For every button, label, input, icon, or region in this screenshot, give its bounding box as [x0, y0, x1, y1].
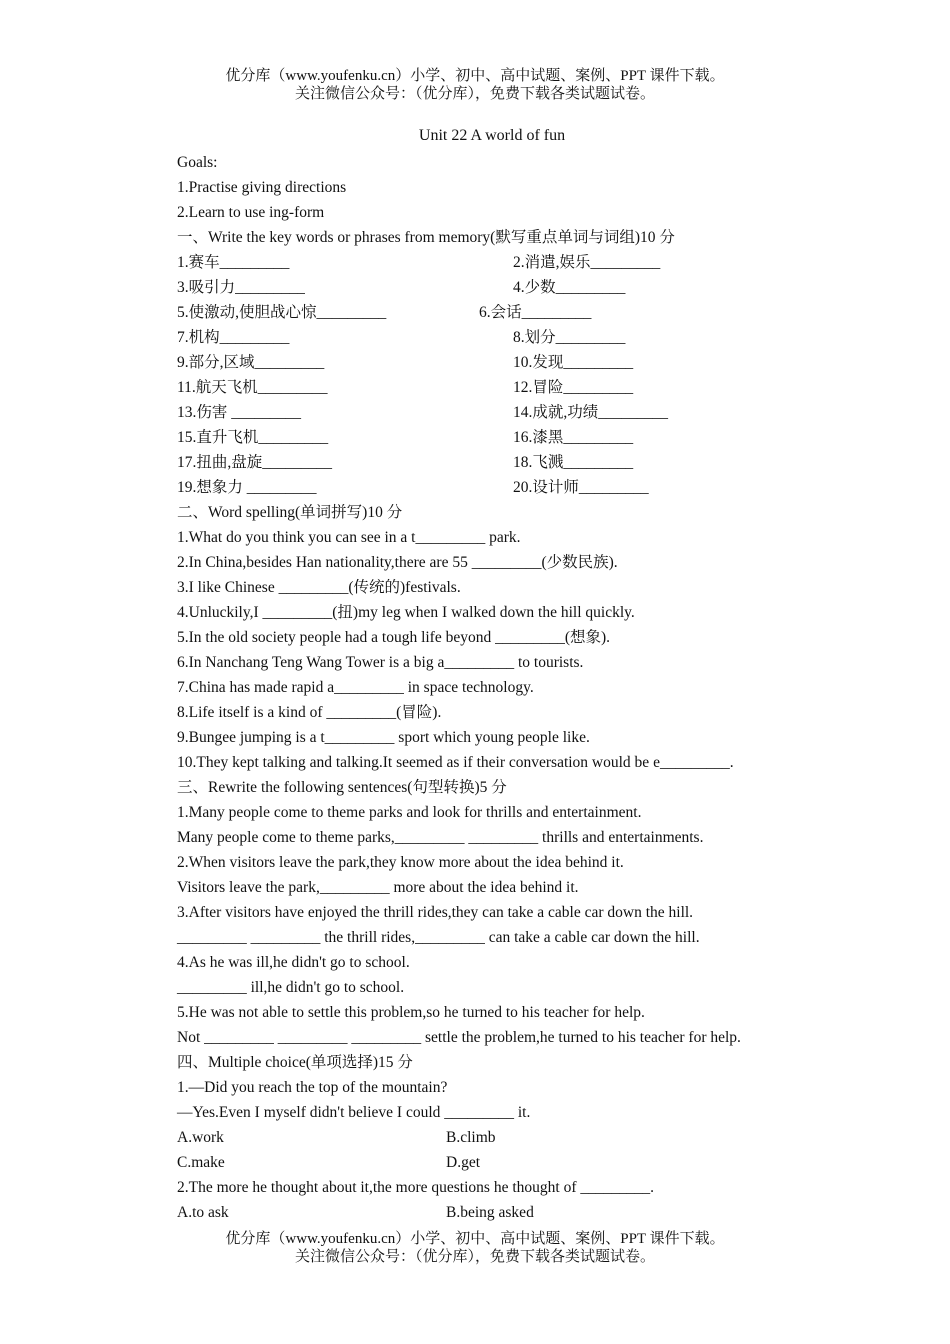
vocab-row: [177, 475, 817, 500]
rewrite-item: Many people come to theme parks,_________ _________ thrills and entertainments.: [177, 829, 704, 846]
vocab-item: 8.划分_________: [513, 329, 626, 346]
vocab-item: 16.漆黑_________: [513, 429, 634, 446]
vocab-row: [177, 325, 817, 350]
page-header: [0, 67, 950, 103]
header-line-2: 关注微信公众号：（优分库），免费下载各类试题试卷。: [294, 86, 655, 102]
section4-heading: 四、Multiple choice(单项选择)15 分: [177, 1054, 413, 1071]
vocab-item: 17.扭曲,盘旋_________: [177, 454, 333, 471]
footer-line-1: 优分库（www.youfenku.cn）小学、初中、高中试题、案例、PPT 课件下载。: [225, 1231, 725, 1247]
rewrite-item: 3.After visitors have enjoyed the thrill rides,they can take a cable car down the hill.: [177, 904, 694, 921]
vocab-row: [177, 400, 817, 425]
option-d: D.get: [446, 1154, 481, 1171]
vocab-item: 2.消遣,娱乐_________: [513, 254, 661, 271]
vocab-item: 18.飞溅_________: [513, 454, 634, 471]
question-line: —Yes.Even I myself didn't believe I could _________ it.: [177, 1104, 531, 1121]
vocab-item: 14.成就,功绩_________: [513, 404, 669, 421]
spelling-item: 6.In Nanchang Teng Wang Tower is a big a_________ to tourists.: [177, 654, 584, 671]
options-row: [177, 1200, 817, 1225]
option-b: B.climb: [446, 1129, 496, 1146]
vocab-row: [177, 450, 817, 475]
spelling-item: 3.I like Chinese _________(传统的)festivals.: [177, 579, 461, 596]
page-footer: [0, 1230, 950, 1266]
rewrite-item: 4.As he was ill,he didn't go to school.: [177, 954, 410, 971]
vocab-item: 15.直升飞机_________: [177, 429, 329, 446]
question-line: 2.The more he thought about it,the more questions he thought of _________.: [177, 1179, 654, 1196]
options-row: [177, 1125, 817, 1150]
spelling-item: 7.China has made rapid a_________ in space technology.: [177, 679, 534, 696]
rewrite-item: 2.When visitors leave the park,they know more about the idea behind it.: [177, 854, 624, 871]
spelling-item: 4.Unluckily,I _________(扭)my leg when I walked down the hill quickly.: [177, 604, 635, 621]
page-title: Unit 22 A world of fun: [418, 127, 566, 144]
option-b: B.being asked: [446, 1204, 534, 1221]
vocab-item: 9.部分,区域_________: [177, 354, 325, 371]
options-row: [177, 1150, 817, 1175]
rewrite-item: Visitors leave the park,_________ more about the idea behind it.: [177, 879, 579, 896]
vocab-item: 3.吸引力_________: [177, 279, 305, 296]
goals-heading: Goals:: [177, 154, 218, 171]
vocab-item: 5.使激动,使胆战心惊_________: [177, 304, 387, 321]
vocab-item: 11.航天飞机_________: [177, 379, 328, 396]
option-a: A.work: [177, 1129, 224, 1146]
rewrite-item: _________ ill,he didn't go to school.: [177, 979, 405, 996]
vocab-item: 7.机构_________: [177, 329, 290, 346]
rewrite-item: Not _________ _________ _________ settle the problem,he turned to his teacher for help.: [177, 1029, 741, 1046]
vocab-item: 12.冒险_________: [513, 379, 634, 396]
goal-item: 1.Practise giving directions: [177, 179, 347, 196]
goal-item: 2.Learn to use ing-form: [177, 204, 325, 221]
rewrite-item: 1.Many people come to theme parks and look for thrills and entertainment.: [177, 804, 642, 821]
spelling-item: 2.In China,besides Han nationality,there are 55 _________(少数民族).: [177, 554, 618, 571]
vocab-item: 4.少数_________: [513, 279, 626, 296]
vocab-item: 20.设计师_________: [513, 479, 649, 496]
header-line-1: 优分库（www.youfenku.cn）小学、初中、高中试题、案例、PPT 课件下载。: [225, 68, 725, 84]
spelling-item: 5.In the old society people had a tough life beyond _________(想象).: [177, 629, 611, 646]
question-line: 1.—Did you reach the top of the mountain?: [177, 1079, 448, 1096]
spelling-item: 9.Bungee jumping is a t_________ sport which young people like.: [177, 729, 590, 746]
section2-heading: 二、Word spelling(单词拼写)10 分: [177, 504, 403, 521]
vocab-row: [177, 375, 817, 400]
vocab-row: [177, 350, 817, 375]
section1-heading: 一、Write the key words or phrases from memory(默写重点单词与词组)10 分: [177, 229, 675, 246]
vocab-row: [177, 275, 817, 300]
worksheet-body: [177, 150, 817, 1225]
spelling-item: 8.Life itself is a kind of _________(冒险).: [177, 704, 442, 721]
vocab-item: 1.赛车_________: [177, 254, 290, 271]
vocab-item: 10.发现_________: [513, 354, 634, 371]
footer-line-2: 关注微信公众号：（优分库），免费下载各类试题试卷。: [294, 1249, 655, 1265]
vocab-item: 19.想象力 _________: [177, 479, 317, 496]
vocab-row: [177, 300, 817, 325]
rewrite-item: 5.He was not able to settle this problem,so he turned to his teacher for help.: [177, 1004, 645, 1021]
option-c: C.make: [177, 1154, 225, 1171]
vocab-item: 6.会话_________: [479, 304, 592, 321]
spelling-item: 10.They kept talking and talking.It seemed as if their conversation would be e_________.: [177, 754, 734, 771]
spelling-item: 1.What do you think you can see in a t_________ park.: [177, 529, 521, 546]
vocab-row: [177, 250, 817, 275]
section3-heading: 三、Rewrite the following sentences(句型转换)5 分: [177, 779, 507, 796]
rewrite-item: _________ _________ the thrill rides,_________ can take a cable car down the hill.: [177, 929, 700, 946]
vocab-row: [177, 425, 817, 450]
option-a: A.to ask: [177, 1204, 229, 1221]
vocab-item: 13.伤害 _________: [177, 404, 302, 421]
